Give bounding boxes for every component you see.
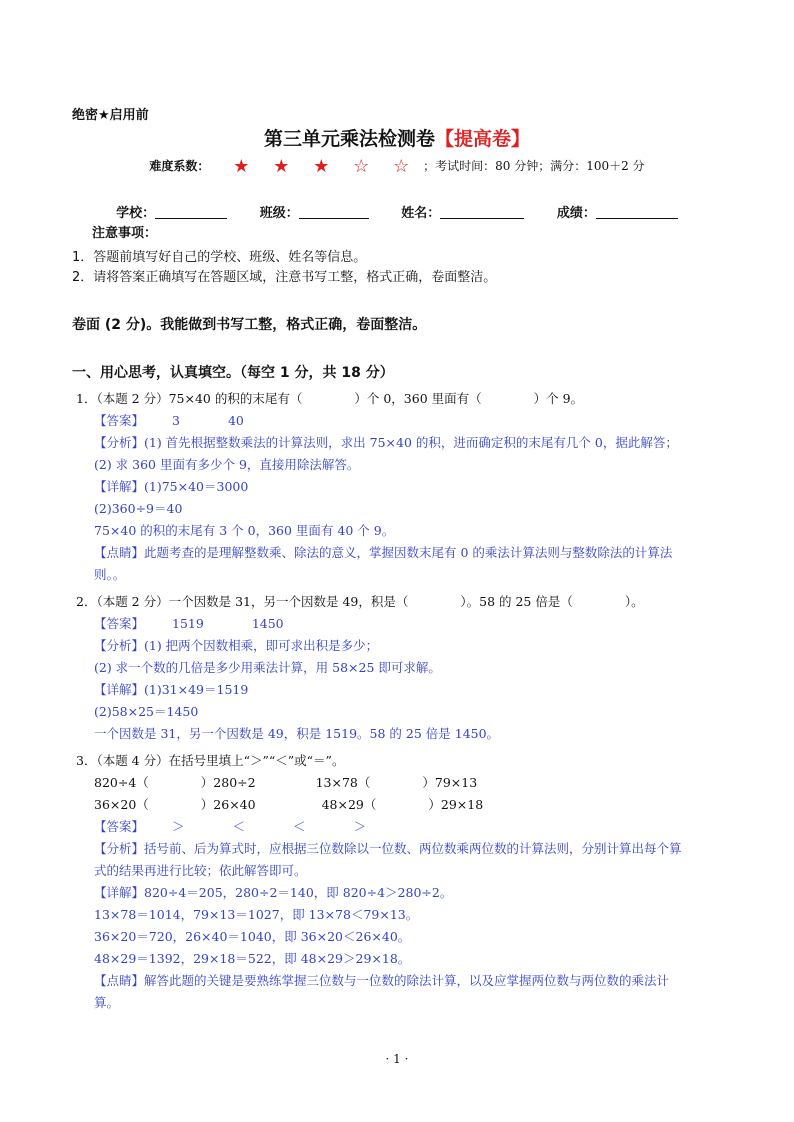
q1-answer [94, 411, 244, 429]
q3-expr: 13×78（ [315, 775, 371, 790]
answer-value: ＜ [232, 819, 246, 834]
q2-detail: 【详解】(1)31×49＝1519 [94, 682, 249, 697]
q1-detail: 75×40 的积的末尾有 3 个 0，360 里面有 40 个 9。 [94, 523, 395, 538]
answer-tag: 【答案】 [94, 819, 145, 834]
q3-expr: ）79×13 [422, 775, 478, 790]
answer-value: ＞ [353, 819, 367, 834]
q3-expr: ）29×18 [428, 797, 484, 812]
answer-value: 1519 [172, 616, 204, 631]
exam-info: ；考试时间：80 分钟；满分：100＋2 分 [423, 159, 645, 173]
q1-comment: 则。。 [94, 567, 126, 582]
answer-value: 40 [227, 413, 244, 428]
star-filled-icon: ★ [233, 156, 250, 177]
answer-value: 3 [172, 413, 180, 428]
note-item: 1．答题前填写好自己的学校、班级、姓名等信息。 [72, 250, 367, 265]
q2-answer [94, 614, 284, 632]
q1-analysis: 【分析】(1) 首先根据整数乘法的计算法则，求出 75×40 的积，进而确定积的末尾有几个 0，据此解答； [94, 435, 678, 450]
page-title [0, 124, 794, 151]
q1-text: 1．（本题 2 分）75×40 的积的末尾有（ [76, 391, 303, 406]
q3-row [94, 795, 483, 813]
difficulty-row [0, 156, 794, 177]
q3-expr: ）26×40 [200, 797, 256, 812]
q1-text: ）个 0，360 里面有（ [354, 391, 482, 406]
q2-analysis: 【分析】(1) 把两个因数相乘，即可求出积是多少； [94, 638, 379, 653]
page-number: · 1 · [385, 1052, 409, 1066]
q3-detail: 48×29＝1392，29×18＝522，即 48×29＞29×18。 [94, 951, 411, 966]
class-blank[interactable] [299, 205, 369, 219]
answer-value: ＜ [293, 819, 306, 834]
confidential-label: 绝密★启用前 [72, 108, 149, 123]
star-filled-icon: ★ [313, 156, 330, 177]
q3-detail: 36×20＝720，26×40＝1040，即 36×20＜26×40。 [94, 929, 411, 944]
q2-analysis: (2) 求一个数的几倍是多少用乘法计算，用 58×25 即可求解。 [94, 660, 441, 675]
answer-tag: 【答案】 [94, 616, 145, 631]
q3-expr: 48×29（ [321, 797, 377, 812]
q3-answer [94, 817, 366, 835]
score-blank[interactable] [596, 205, 678, 219]
score-label: 成绩： [556, 206, 596, 221]
q3-analysis: 【分析】括号前、后为算式时，应根据三位数除以一位数、两位数乘两位数的计算法则，分别计算出每个算 [94, 841, 682, 856]
student-info-row [0, 202, 794, 221]
q3-expr: ）280÷2 [200, 775, 256, 790]
answer-value: 1450 [251, 616, 284, 631]
q1-analysis: (2) 求 360 里面有多少个 9，直接用除法解答。 [94, 457, 360, 472]
q3-detail: 13×78＝1014，79×13＝1027，即 13×78＜79×13。 [94, 907, 419, 922]
score-field[interactable] [557, 202, 678, 221]
school-blank[interactable] [155, 205, 227, 219]
section-neatness: 卷面 (2 分)。我能做到书写工整，格式正确，卷面整洁。 [72, 317, 427, 333]
q3-expr: 820÷4（ [94, 775, 149, 790]
star-empty-icon: ☆ [353, 156, 370, 177]
name-blank[interactable] [440, 205, 524, 219]
school-label: 学校： [116, 206, 156, 221]
q3-analysis: 式的结果再进行比较；依此解答即可。 [94, 863, 307, 878]
q2-text: 2．（本题 2 分）一个因数是 31，另一个因数是 49，积是（ [76, 594, 409, 609]
q1-text: ）个 9。 [533, 391, 584, 406]
class-field[interactable] [260, 202, 369, 221]
q3-row [94, 773, 477, 791]
q3-comment: 算。 [94, 995, 120, 1010]
q2-text: ）。 [624, 594, 644, 609]
star-filled-icon: ★ [273, 156, 290, 177]
school-field[interactable] [116, 202, 227, 221]
question-1-prompt [76, 389, 583, 407]
class-label: 班级： [259, 206, 299, 221]
name-field[interactable] [401, 202, 524, 221]
note-item: 2．请将答案正确填写在答题区域，注意书写工整，格式正确，卷面整洁。 [72, 270, 497, 285]
question-2-prompt [76, 592, 644, 610]
q2-detail: (2)58×25＝1450 [94, 704, 199, 719]
answer-value: ＞ [172, 819, 185, 834]
q2-detail: 一个因数是 31，另一个因数是 49，积是 1519。58 的 25 倍是 1450。 [94, 726, 500, 741]
q3-comment: 【点睛】解答此题的关键是要熟练掌握三位数与一位数的除法计算，以及应掌握两位数与两位数的乘法计 [94, 973, 670, 988]
q3-expr: 36×20（ [94, 797, 149, 812]
name-label: 姓名： [401, 206, 441, 221]
title-main: 第三单元乘法检测卷 [263, 128, 435, 150]
q2-text: ）。58 的 25 倍是（ [460, 594, 573, 609]
difficulty-label: 难度系数： [149, 159, 210, 173]
question-3-prompt: 3．（本题 4 分）在括号里填上“＞”“＜”或“＝”。 [76, 753, 345, 768]
star-empty-icon: ☆ [393, 156, 410, 177]
notes-title: 注意事项： [92, 226, 158, 241]
q3-detail: 【详解】820÷4＝205，280÷2＝140，即 820÷4＞280÷2。 [94, 885, 453, 900]
title-accent: 【提高卷】 [435, 128, 531, 150]
q1-comment: 【点睛】此题考查的是理解整数乘、除法的意义，掌握因数末尾有 0 的乘法计算法则与整数除法的计算法 [94, 545, 673, 560]
q1-detail: (2)360÷9＝40 [94, 501, 183, 516]
q1-detail: 【详解】(1)75×40＝3000 [94, 479, 249, 494]
answer-tag: 【答案】 [94, 413, 145, 428]
section-fill-in: 一、用心思考，认真填空。（每空 1 分，共 18 分） [72, 365, 394, 381]
